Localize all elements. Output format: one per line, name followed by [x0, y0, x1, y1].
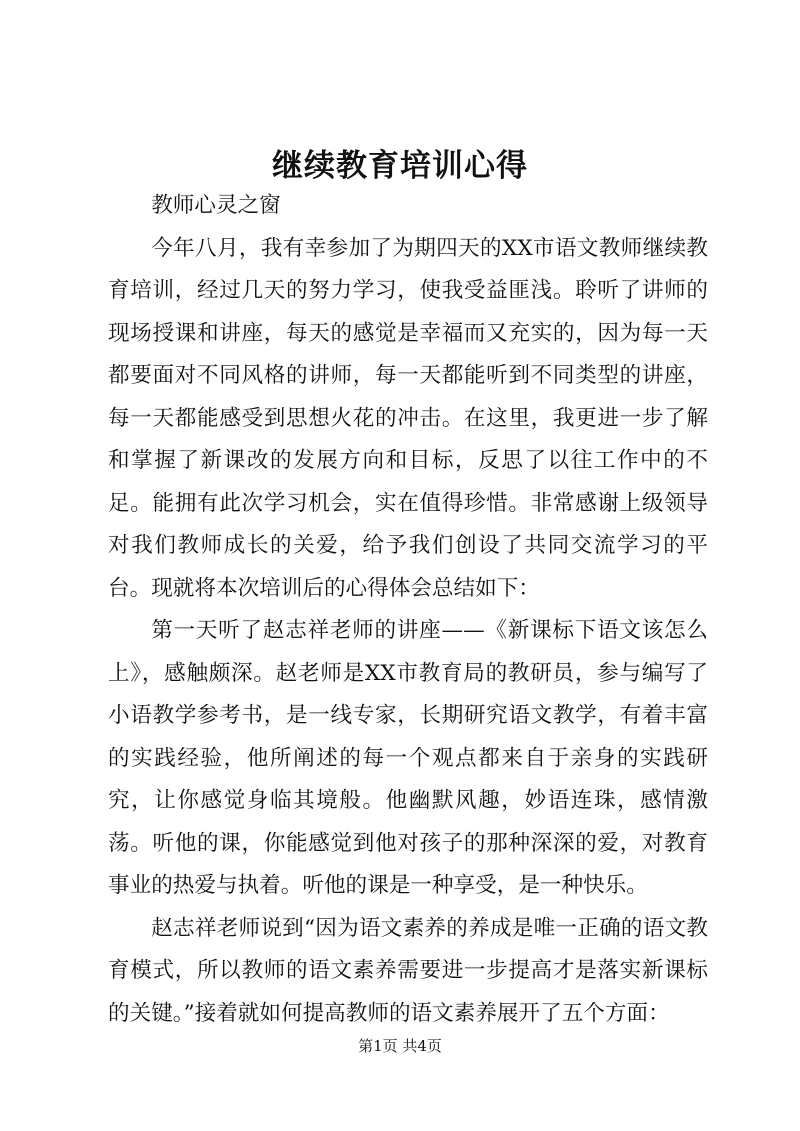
document-body	[108, 185, 708, 1035]
paragraph: 赵志祥老师说到“因为语文素养的养成是唯一正确的语文教育模式，所以教师的语文素养需要进一步提高才是落实新课标的关键。”接着就如何提高教师的语文素养展开了五个方面：	[108, 915, 708, 1026]
paragraph: 第一天听了赵志祥老师的讲座——《新课标下语文该怎么上》，感触颇深。赵老师是XX市教育局的教研员，参与编写了小语教学参考书，是一线专家，长期研究语文教学，有着丰富的实践经验，他所阐述的每一个观点都来自于亲身的实践研究，让你感觉身临其境般。他幽默风趣，妙语连珠，感情激荡。听他的课，你能感觉到他对孩子的那种深深的爱，对教育事业的热爱与执着。听他的课是一种享受，是一种快乐。	[108, 618, 708, 898]
page-footer: 第1页 共4页	[358, 1037, 442, 1055]
document-title: 继续教育培训心得	[272, 148, 528, 184]
paragraph: 今年八月，我有幸参加了为期四天的XX市语文教师继续教育培训，经过几天的努力学习，使我受益匪浅。聆听了讲师的现场授课和讲座，每天的感觉是幸福而又充实的，因为每一天都要面对不同风格的讲师，每一天都能听到不同类型的讲座，每一天都能感受到思想火花的冲击。在这里，我更进一步了解和掌握了新课改的发展方向和目标，反思了以往工作中的不足。能拥有此次学习机会，实在值得珍惜。非常感谢上级领导对我们教师成长的关爱，给予我们创设了共同交流学习的平台。现就将本次培训后的心得体会总结如下：	[108, 235, 708, 601]
paragraph-subtitle: 教师心灵之窗	[151, 193, 281, 218]
